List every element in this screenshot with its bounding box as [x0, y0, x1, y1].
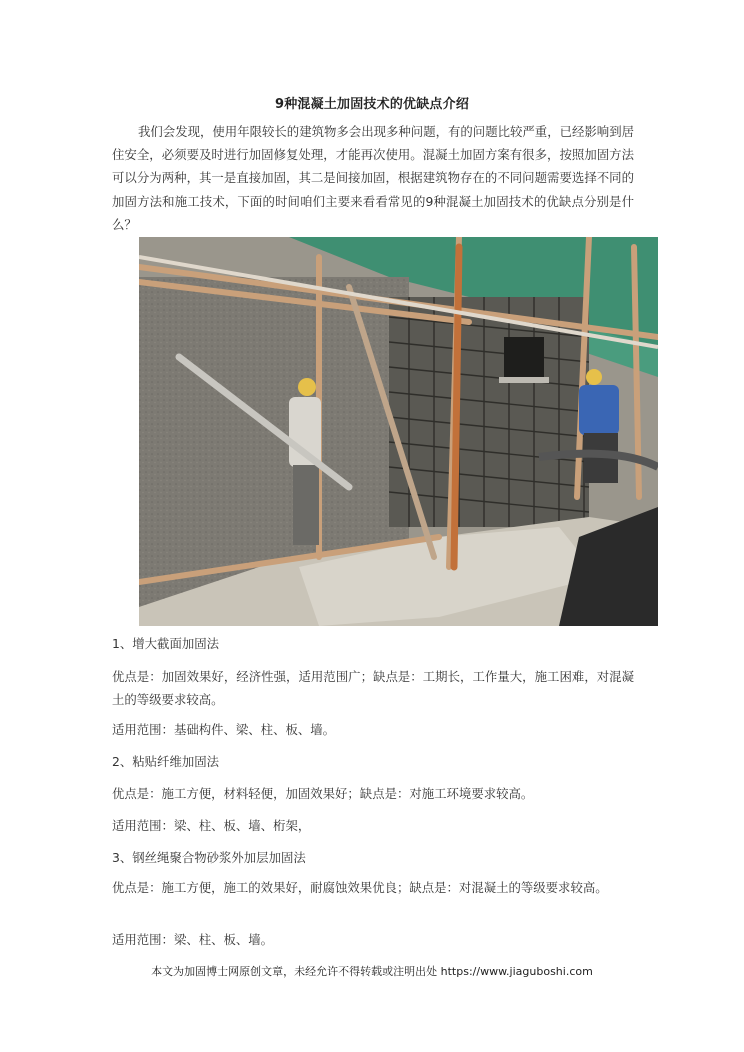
intro-paragraph: 我们会发现，使用年限较长的建筑物多会出现多种问题，有的问题比较严重，已经影响到居住安全，必须要及时进行加固修复处理，才能再次使用。混凝土加固方案有很多，按照加固方法可以分为两种，其一是直接加固，其二是间接加固，根据建筑物存在的不同问题需要选择不同的加固方法和施工技术，下面的时间咱们主要来看看常见的9种混凝土加固技术的优缺点分别是什么？: [112, 124, 634, 232]
section-3-pros-cons: 优点是：施工方便，施工的效果好，耐腐蚀效果优良；缺点是：对混凝土的等级要求较高。: [112, 880, 608, 895]
footer-notice: 本文为加固博士网原创文章，未经允许不得转载或注明出处 https://www.jiaguboshi.com: [151, 965, 593, 978]
article-title: 9种混凝土加固技术的优缺点介绍: [274, 97, 470, 112]
section-2-heading: 2、粘贴纤维加固法: [112, 754, 220, 769]
section-2-scope: 适用范围：梁、柱、板、墙、桁架，: [112, 818, 311, 833]
section-1-scope: 适用范围：基础构件、梁、柱、板、墙。: [112, 722, 336, 737]
construction-photo: [139, 237, 658, 626]
section-1-pros-cons: 优点是：加固效果好，经济性强，适用范围广；缺点是：工期长，工作量大，施工困难，对混凝土的等级要求较高。: [112, 669, 634, 708]
section-3-scope: 适用范围：梁、柱、板、墙。: [112, 932, 274, 947]
section-1-heading: 1、增大截面加固法: [112, 636, 220, 651]
section-3-heading: 3、钢丝绳聚合物砂浆外加层加固法: [112, 850, 306, 865]
section-2-pros-cons: 优点是：施工方便，材料轻便，加固效果好；缺点是：对施工环境要求较高。: [112, 786, 534, 801]
